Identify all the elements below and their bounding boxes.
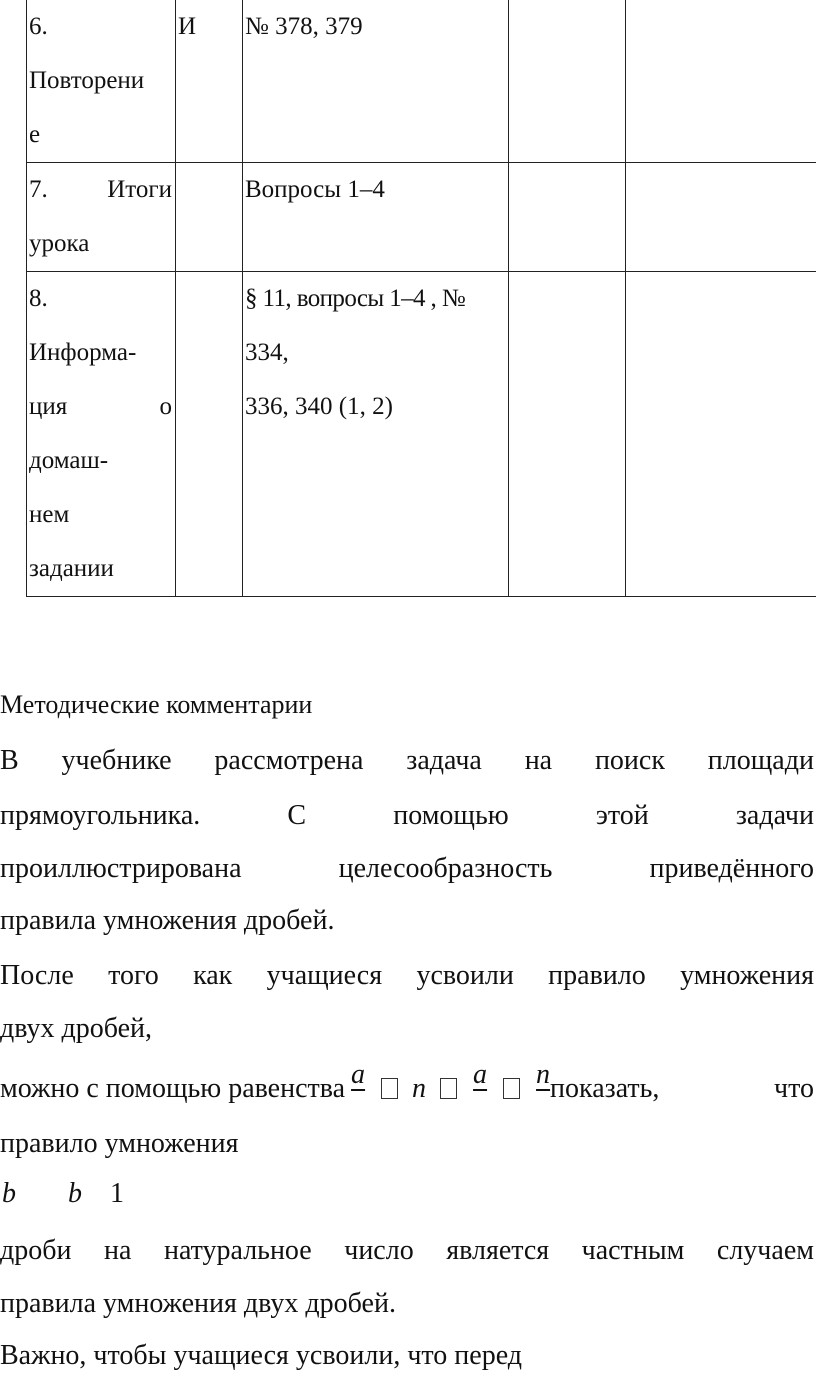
- word: число: [344, 1235, 414, 1266]
- word: этой: [595, 800, 649, 831]
- tasks-text: § 11, вопросы 1–4 , №: [245, 285, 466, 312]
- form-cell: [176, 272, 243, 597]
- paragraph-line: [0, 745, 814, 777]
- word: случаем: [716, 1235, 814, 1266]
- word: приведённого: [649, 853, 814, 884]
- paragraph-line: правила умножения двух дробей.: [0, 1288, 396, 1319]
- tasks-cell: [243, 163, 509, 272]
- stage-text: домаш-: [29, 447, 109, 474]
- form-text: [178, 272, 242, 326]
- word: как: [193, 960, 233, 991]
- word: поиск: [594, 745, 665, 776]
- tasks-text: 334,: [245, 339, 289, 366]
- word: проиллюстрирована: [0, 853, 242, 884]
- word: учащиеся: [266, 960, 383, 991]
- word: правило: [548, 960, 646, 991]
- empty-cell: [509, 0, 626, 163]
- tasks-cell: [243, 0, 509, 163]
- missing-glyph-icon: [503, 1078, 520, 1099]
- empty-cell: [626, 163, 816, 272]
- form-cell: [176, 0, 243, 163]
- empty-cell: [626, 272, 816, 597]
- word: является: [446, 1235, 550, 1266]
- stage-text: Итоги: [107, 176, 172, 203]
- stage-text: о: [159, 393, 172, 420]
- word: частным: [581, 1235, 685, 1266]
- form-cell: [176, 163, 243, 272]
- tasks-text: 336, 340 (1, 2): [245, 393, 393, 420]
- fraction-denominator: b: [2, 1178, 16, 1209]
- paragraph-line: правило умножения: [0, 1128, 239, 1159]
- stage-cell: [27, 272, 176, 597]
- stage-text: нем: [29, 501, 70, 528]
- word: После: [0, 960, 74, 991]
- form-text: [178, 163, 242, 217]
- fraction-denominator: 1: [110, 1178, 124, 1209]
- word: на: [524, 745, 553, 776]
- formula-tail: что: [774, 1073, 814, 1104]
- word: умножения: [680, 960, 814, 991]
- table-row: [27, 163, 816, 272]
- paragraph-line: [0, 800, 814, 832]
- missing-glyph-icon: [381, 1078, 398, 1099]
- word: задачи: [735, 800, 814, 831]
- stage-text: 6.: [29, 13, 48, 40]
- word: рассмотрена: [214, 745, 364, 776]
- section-heading: Методические комментарии: [0, 690, 313, 719]
- word: натуральное: [163, 1235, 312, 1266]
- form-text: И: [178, 13, 197, 40]
- paragraph-line: Важно, чтобы учащиеся усвоили, что перед: [0, 1340, 522, 1371]
- tasks-cell: [243, 272, 509, 597]
- tasks-text: Вопросы 1–4: [245, 176, 385, 203]
- paragraph-line: [0, 960, 814, 992]
- word: того: [108, 960, 159, 991]
- fraction-numerator: a: [351, 1059, 366, 1090]
- formula-variable: n: [412, 1073, 427, 1104]
- formula-tail: показать,: [550, 1073, 660, 1104]
- fraction-denominator: b: [68, 1178, 82, 1209]
- stage-cell: [27, 163, 176, 272]
- table-row: [27, 272, 816, 597]
- word: целесообразность: [338, 853, 553, 884]
- stage-cell: [27, 0, 176, 163]
- stage-text: задании: [29, 555, 114, 582]
- fraction-numerator: n: [536, 1059, 551, 1090]
- word: усвоили: [416, 960, 514, 991]
- formula-line: [0, 1059, 814, 1105]
- paragraph-line: двух дробей,: [0, 1013, 153, 1044]
- formula-lead: можно с помощью равенства: [0, 1073, 346, 1104]
- empty-cell: [509, 163, 626, 272]
- paragraph-line: [0, 1235, 814, 1267]
- table-row: [27, 0, 816, 163]
- word: помощью: [393, 800, 509, 831]
- word: учебнике: [61, 745, 172, 776]
- fraction-numerator: a: [473, 1059, 488, 1090]
- paragraph-line: правила умножения дробей.: [0, 905, 335, 936]
- empty-cell: [509, 272, 626, 597]
- stage-text: Информа-: [29, 339, 137, 366]
- stage-text: урока: [29, 230, 90, 257]
- stage-text: Повторени: [29, 67, 145, 94]
- paragraph-line: [0, 853, 814, 885]
- word: на: [104, 1235, 132, 1266]
- word: прямоугольника.: [0, 800, 201, 831]
- word: площади: [707, 745, 814, 776]
- stage-text: 7.: [29, 176, 48, 203]
- word: задача: [406, 745, 482, 776]
- word: В: [0, 745, 19, 776]
- word: дроби: [0, 1235, 72, 1266]
- stage-text: ция: [29, 393, 68, 420]
- lesson-plan-table: [26, 0, 816, 597]
- tasks-text: № 378, 379: [245, 13, 363, 40]
- stage-text: 8.: [29, 285, 48, 312]
- empty-cell: [626, 0, 816, 163]
- word: С: [287, 800, 307, 831]
- stage-text: е: [29, 121, 41, 148]
- missing-glyph-icon: [440, 1078, 457, 1099]
